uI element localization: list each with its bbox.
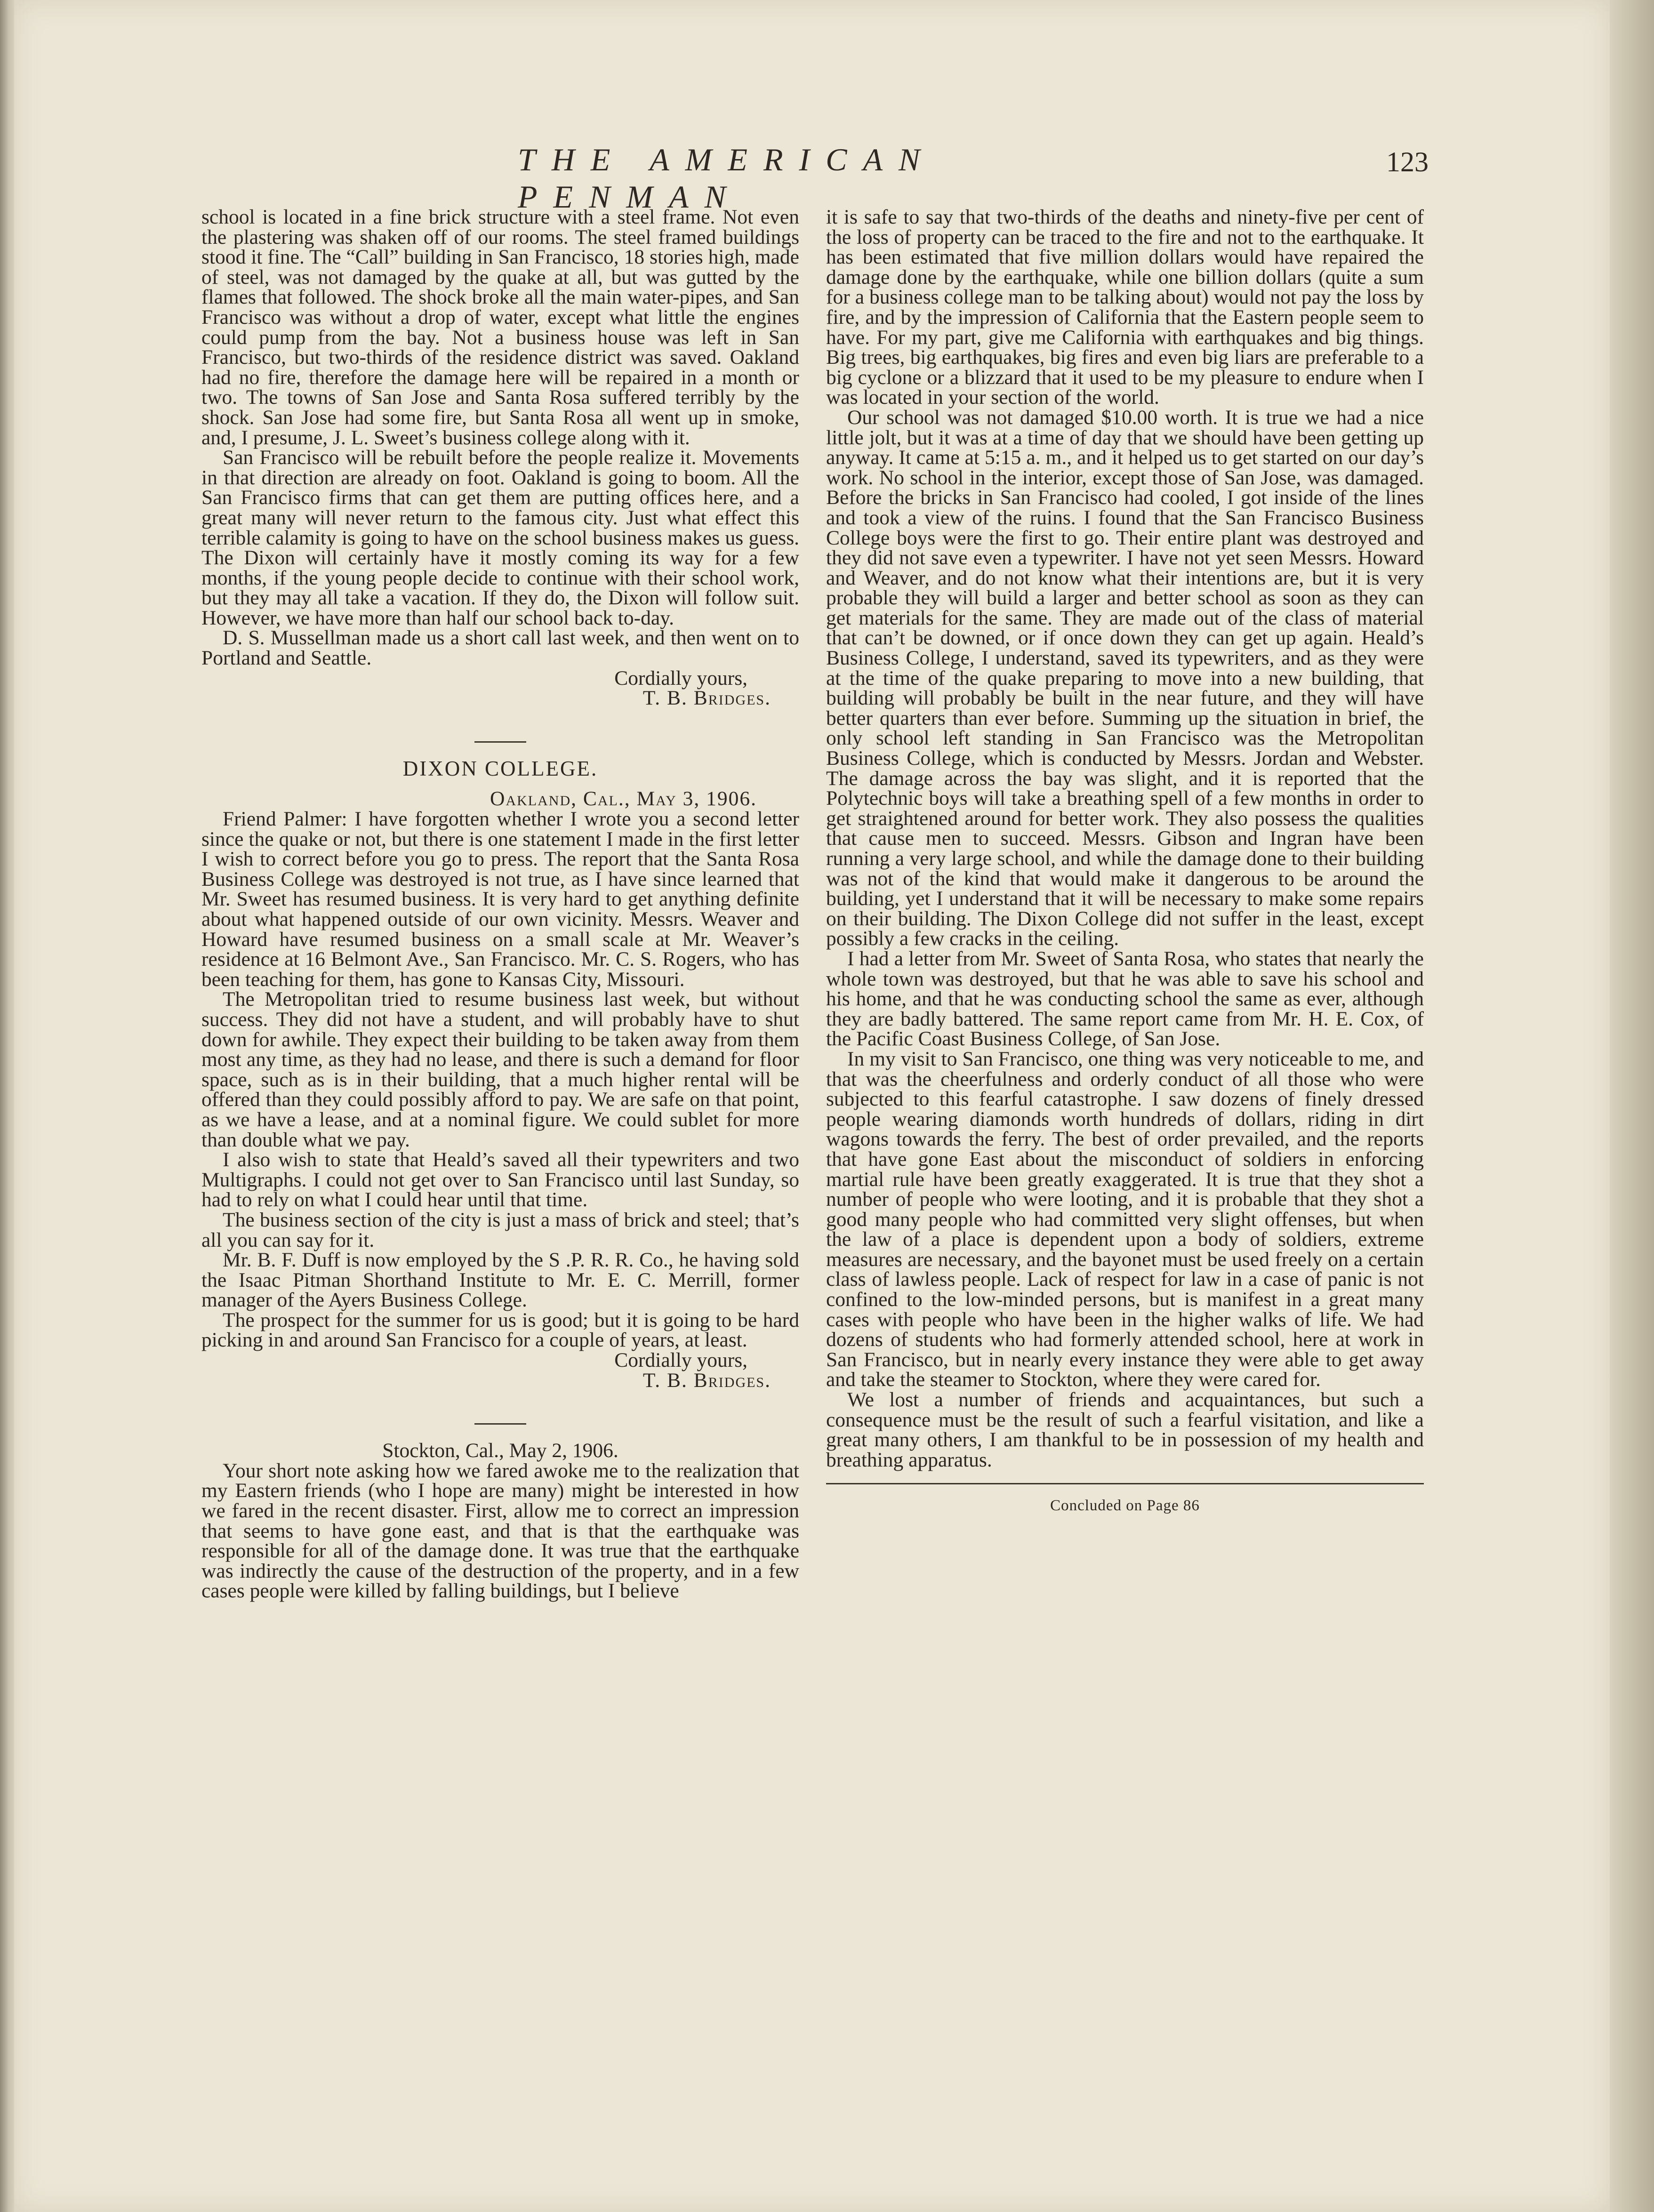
- paragraph: Your short note asking how we fared awoke me to the realization that my Eastern friends (who I hope are many) might be interested in how we fared in the recent disaster. First, allow me to correct an impression that seems to have gone east, and that is that the earthquake was responsible for all of the damage done. It was true that the earthquake was indirectly the cause of the destruction of the property, and in a few cases people were killed by falling buildings, but I believe: [201, 1459, 799, 1603]
- signature: T. B. Bridges.: [642, 687, 771, 710]
- paragraph: Our school was not damaged $10.00 worth. It is true we had a nice little jolt, but it was at a time of day that we should have been getting up anyway. It came at 5:15 a. m., and it helped us to get started on our day’s work. No school in the interior, except those of San Jose, was damaged. Before the bricks in San Francisco had cooled, I got inside of the lines and took a view of the ruins. I found that the San Francisco Business College boys were the first to go. Their entire plant was destroyed and they did not save even a typewriter. I have not yet seen Messrs. Howard and Weaver, and do not know what their intentions are, but it is very probable they will build a larger and better school as soon as they can get materials for the same. They are made out of the class of material that can’t be downed, or if once down they can get up again. Heald’s Business College, I understand, saved its typewriters, and as they were at the time of the quake preparing to move into a new building, that building will probably be built in the near future, and they will have better quarters than ever before. Summing up the situation in brief, the only school left standing in San Francisco was the Metropolitan Business College, which is conducted by Messrs. Jordan and Webster. The damage across the bay was slight, and it is reported that the Polytechnic boys will take a breathing spell of a few months in order to get straightened around for better work. They also possess the qualities that cause men to succeed. Messrs. Gibson and Ingran have been running a very large school, and while the damage done to their building was not of the kind that would make it dangerous to be around the building, yet I understand that it will be necessary to make some repairs on their building. The Dixon College did not suffer in the least, except possibly a few cracks in the ceiling.: [826, 406, 1424, 950]
- continuation-note: Concluded on Page 86: [1050, 1497, 1200, 1515]
- section-heading: DIXON COLLEGE.: [402, 756, 598, 780]
- running-head: THE AMERICAN PENMAN: [518, 142, 936, 215]
- paragraph: it is safe to say that two-thirds of the deaths and ninety-five per cent of the loss of property can be traced to the fire and not to the earthquake. It has been estimated that five million dollars would have repaired the damage done by the earthquake, while one billion dollars (quite a sum for a business college man to be talking about) would not pay the loss by fire, and by the impression of California that the Eastern people seem to have. For my part, give me California with earthquakes and big things. Big trees, big earthquakes, big fires and even big liars are preferable to a big cyclone or a blizzard that it used to be my pleasure to endure when I was located in your section of the world.: [826, 206, 1424, 409]
- paragraph: San Francisco will be rebuilt before the people realize it. Movements in that direction are already on foot. Oakland is going to boom. All the San Francisco firms that can get them are putting offices here, and a great many will never return to the famous city. Just what effect this terrible calamity is going to have on the school business makes us guess. The Dixon will certainly have it mostly coming its way for a few months, if the young people decide to continue with their school work, but they may all take a vacation. If they do, the Dixon will follow suit. However, we have more than half our school back to-day.: [201, 446, 799, 629]
- left-column: [201, 207, 799, 1601]
- signature: T. B. Bridges.: [642, 1369, 771, 1392]
- paragraph: In my visit to San Francisco, one thing was very noticeable to me, and that was the cheerfulness and orderly conduct of all those who were subjected to this fearful catastrophe. I saw dozens of finely dressed people wearing diamonds worth hundreds of dollars, riding in dirt wagons towards the ferry. The best of order prevailed, and the reports that have gone East about the misconduct of soldiers in enforcing martial rule have been greatly exaggerated. It is true that they shot a number of people who were looting, and it is probable that they shot a good many people who had committed very slight offenses, but when the law of a place is dependent upon a body of soldiers, extreme measures are necessary, and the bayonet must be used freely on a certain class of lawless people. Lack of respect for law in a case of panic is not confined to the low-minded persons, but is manifest in a great many cases with people who have been in the higher walks of life. We had dozens of students who had formerly attended school, here at work in San Francisco, but in nearly every instance they were able to get away and take the steamer to Stockton, where they were cared for.: [826, 1047, 1424, 1391]
- paragraph: Mr. B. F. Duff is now employed by the S .P. R. R. Co., he having sold the Isaac Pitman Shorthand Institute to Mr. E. C. Merrill, former manager of the Ayers Business College.: [201, 1249, 799, 1312]
- paragraph: school is located in a fine brick structure with a steel frame. Not even the plastering was shaken off of our rooms. The steel framed buildings stood it fine. The “Call” building in San Francisco, 18 stories high, made of steel, was not damaged by the quake at all, but was gutted by the flames that followed. The shock broke all the main water-pipes, and San Francisco was without a drop of water, except what little the engines could pump from the bay. Not a business house was left in San Francisco, but two-thirds of the residence district was saved. Oakland had no fire, therefore the damage here will be repaired in a month or two. The towns of San Jose and Santa Rosa suffered terribly by the shock. San Jose had some fire, but Santa Rosa all went up in smoke, and, I presume, J. L. Sweet’s business college along with it.: [201, 206, 799, 449]
- dateline: Stockton, Cal., May 2, 1906.: [382, 1439, 618, 1462]
- paragraph: Friend Palmer: I have forgotten whether I wrote you a second letter since the quake or not, but there is one statement I made in the first letter I wish to correct before you go to press. The report that the Santa Rosa Business College was destroyed is not true, as I have since learned that Mr. Sweet has resumed business. It is very hard to get anything definite about what happened outside of our own vicinity. Messrs. Weaver and Howard have resumed business on a small scale at Mr. Weaver’s residence at 16 Belmont Ave., San Francisco. Mr. C. S. Rogers, who has been teaching for them, has gone to Kansas City, Missouri.: [201, 808, 799, 991]
- paragraph: I also wish to state that Heald’s saved all their typewriters and two Multigraphs. I could not get over to San Francisco until last Sunday, so had to rely on what I could hear until that time.: [201, 1148, 799, 1211]
- separator-rule: [474, 1423, 526, 1425]
- closing: Cordially yours,: [614, 1349, 747, 1372]
- page-edge: [1610, 0, 1654, 2212]
- paragraph: The business section of the city is just a mass of brick and steel; that’s all you can say for it.: [201, 1208, 799, 1251]
- right-column: [826, 207, 1424, 1516]
- paragraph: The prospect for the summer for us is good; but it is going to be hard picking in and around San Francisco for a couple of years, at least.: [201, 1308, 799, 1352]
- page-number: 123: [1386, 146, 1429, 177]
- paragraph: The Metropolitan tried to resume business last week, but without success. They did not have a student, and will probably have to shut down for awhile. They expect their building to be taken away from them most any time, as they had no lease, and there is such a demand for floor space, such as is in their building, that a much higher rental will be offered than they could possibly afford to pay. We are safe on that point, as we have a lease, and at a nominal figure. We could sublet for more than double what we pay.: [201, 988, 799, 1151]
- paragraph: We lost a number of friends and acquaintances, but such a consequence must be the result of such a fearful visitation, and like a great many others, I am thankful to be in possession of my health and breathing apparatus.: [826, 1388, 1424, 1471]
- paragraph: D. S. Mussellman made us a short call last week, and then went on to Portland and Seattle.: [201, 626, 799, 670]
- separator-rule: [474, 741, 526, 743]
- binding-gutter: [0, 0, 14, 2212]
- closing: Cordially yours,: [614, 666, 747, 689]
- paragraph: I had a letter from Mr. Sweet of Santa Rosa, who states that nearly the whole town was destroyed, but that he was able to save his school and his home, and that he was conducting school the same as ever, although they are badly battered. The same report came from Mr. H. E. Cox, of the Pacific Coast Business College, of San Jose.: [826, 947, 1424, 1050]
- separator-rule: [826, 1483, 1424, 1484]
- dateline: Oakland, Cal., May 3, 1906.: [490, 787, 757, 810]
